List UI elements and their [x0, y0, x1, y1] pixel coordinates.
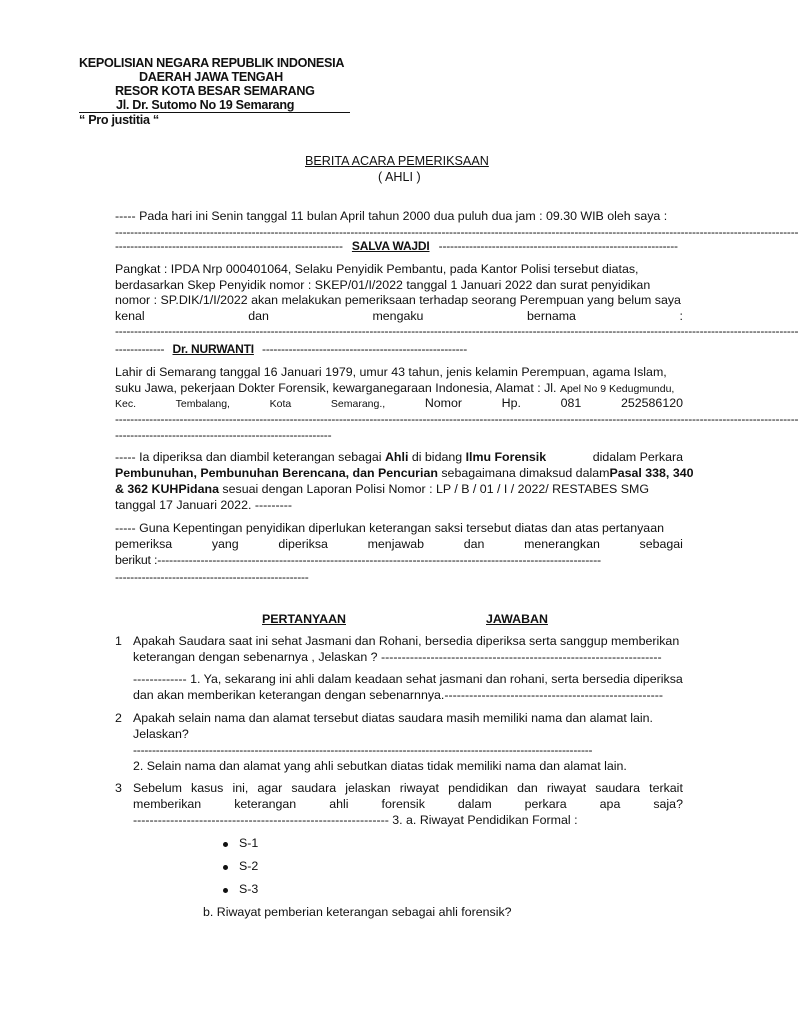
question-1-line-1: Apakah Saudara saat ini sehat Jasmani dan Rohani, bersedia diperiksa serta sanggup memberikan [133, 634, 680, 648]
word: saja? [653, 797, 683, 811]
column-answer-heading: JAWABAN [486, 612, 548, 626]
word: Nomor [424, 396, 463, 410]
word: diperiksa [278, 537, 328, 551]
question-2-line-2: Jelaskan? [133, 727, 189, 741]
guna-line-3: berikut :----------------------------------------------------------------------------------------------------------------- [115, 553, 601, 567]
list-item: S-3 [239, 882, 259, 896]
pangkat-line-2: berdasarkan Skep Penyidik nomor : SKEP/01/I/2022 tanggal 1 Januari 2022 dan surat penyidikan [115, 278, 651, 292]
word: dan [463, 537, 485, 551]
guna-line-2 [115, 537, 683, 551]
header-institution: KEPOLISIAN NEGARA REPUBLIK INDONESIA [79, 56, 345, 70]
investigator-line [115, 239, 678, 253]
word: dalam [457, 797, 492, 811]
pro-justitia: “ Pro justitia “ [79, 113, 159, 127]
case-offences: Pembunuhan, Pembunuhan Berencana, dan Pencurian [115, 466, 438, 480]
word: menerangkan [524, 537, 600, 551]
bullet-icon [223, 842, 228, 847]
text: sesuai dengan Laporan Polisi Nomor : LP / B / 01 / I / 2022/ RESTABES SMG [218, 482, 649, 496]
word: Kota [269, 398, 292, 410]
answer-3-b: b. Riwayat pemberian keterangan sebagai ahli forensik? [203, 905, 512, 919]
word: riwayat [546, 781, 587, 795]
word: : [679, 309, 683, 323]
text: sebagaimana dimaksud dalam [437, 466, 610, 480]
pangkat-line-1: Pangkat : IPDA Nrp 000401064, Selaku Penyidik Pembantu, pada Kantor Polisi tersebut diatas, [115, 262, 639, 276]
word: agar [257, 781, 283, 795]
bullet-icon [223, 888, 228, 893]
word: ahli [329, 797, 349, 811]
question-1-line-2: keterangan dengan sebenarnya , Jelaskan ? -------------------------------------------------------------------- [133, 650, 662, 664]
word: mengaku [372, 309, 424, 323]
investigator-name: SALVA WAJDI [351, 239, 430, 253]
answer-3-line: -------------------------------------------------------------- 3. a. Riwayat Pendidikan Formal : [133, 813, 578, 827]
column-question-heading: PERTANYAAN [262, 612, 346, 626]
question-3-line-1 [133, 781, 683, 795]
case-line-2 [115, 466, 694, 480]
header-region: DAERAH JAWA TENGAH [139, 70, 283, 84]
header-resor: RESOR KOTA BESAR SEMARANG [115, 84, 315, 98]
case-articles-2: & 362 KUHPidana [115, 482, 219, 496]
biodata-line-1: Lahir di Semarang tanggal 16 Januari 1979, umur 43 tahun, jenis kelamin Perempuan, agama Islam, [115, 365, 667, 379]
biodata-address-detail: Apel No 9 Kedugmundu, [559, 383, 675, 395]
word: forensik [381, 797, 425, 811]
word: perkara [524, 797, 567, 811]
answer-1-line-1: ------------- 1. Ya, sekarang ini ahli dalam keadaan sehat jasmani dan rohani, serta bersedia diperiksa [133, 672, 683, 686]
biodata-line-2 [115, 381, 674, 395]
dash-separator: ------------------------------------------------------------------------------------------------------------------------------------------------------------------------------------ [115, 412, 798, 426]
word: dan [517, 781, 538, 795]
document-subtitle: ( AHLI ) [378, 170, 421, 184]
word: jelaskan [345, 781, 391, 795]
case-articles: Pasal 338, 340 [609, 466, 694, 480]
case-line-4: tanggal 17 Januari 2022. --------- [115, 498, 292, 512]
word: keterangan [234, 797, 297, 811]
phone-number: 252586120 [620, 396, 683, 410]
expert-dashes-right: ------------------------------------------------------ [262, 342, 468, 356]
question-number: 1 [115, 634, 122, 648]
intro-line: ----- Pada hari ini Senin tanggal 11 bulan April tahun 2000 dua puluh dua jam : 09.30 WIB oleh saya : [115, 209, 668, 223]
guna-line-1: ----- Guna Kepentingan penyidikan diperlukan keterangan saksi tersebut diatas dan atas pertanyaan [115, 521, 664, 535]
word: memberikan [133, 797, 202, 811]
word: saudara [595, 781, 641, 795]
word: menjawab [367, 537, 425, 551]
question-2-line-1: Apakah selain nama dan alamat tersebut diatas saudara masih memiliki nama dan alamat lain. [133, 711, 654, 725]
word: 081 [560, 396, 582, 410]
dash-short: --------------------------------------------------------- [115, 428, 332, 442]
word: ini, [232, 781, 249, 795]
word: bernama [527, 309, 576, 323]
header-address: Jl. Dr. Sutomo No 19 Semarang [116, 98, 295, 112]
word: kasus [191, 781, 224, 795]
text: didalam Perkara [592, 450, 683, 464]
expert-name: Dr. NURWANTI [172, 342, 254, 356]
word: Sebelum [133, 781, 182, 795]
word: kenal [115, 309, 145, 323]
word: yang [211, 537, 239, 551]
document-title: BERITA ACARA PEMERIKSAAN [305, 154, 489, 168]
word: pemeriksa [115, 537, 173, 551]
header-address-underline [79, 98, 350, 113]
field-forensik: Ilmu Forensik [465, 450, 547, 464]
biodata-line-3 [115, 396, 683, 410]
word: dan [248, 309, 269, 323]
dash-separator: ------------------------------------------------------------------------------------------------------------------------------------------------------------------------------------ [115, 225, 798, 239]
question-3-line-2 [133, 797, 683, 811]
answer-2: 2. Selain nama dan alamat yang ahli sebutkan diatas tidak memiliki nama dan alamat lain. [133, 759, 627, 773]
word: pendidikan [448, 781, 509, 795]
answer-1-line-2: dan akan memberikan keterangan dengan sebenarnnya.----------------------------------------------------- [133, 688, 664, 702]
question-number: 2 [115, 711, 122, 725]
word: Hp. [501, 396, 521, 410]
expert-dashes-left: ------------- [115, 342, 165, 356]
text: ----- Ia diperiksa dan diambil keterangan sebagai [115, 450, 385, 464]
word: sebagai [639, 537, 683, 551]
text: di bidang [408, 450, 466, 464]
dash-separator: ------------------------------------------------------------------------------------------------------------------------- [133, 743, 593, 757]
list-item: S-2 [239, 859, 259, 873]
role-ahli: Ahli [384, 450, 409, 464]
investigator-dashes-left: ------------------------------------------------------------ [115, 239, 343, 253]
biodata-line-2-main: suku Jawa, pekerjaan Dokter Forensik, kewarganegaraan Indonesia, Alamat : Jl. [115, 381, 557, 395]
word: riwayat [399, 781, 439, 795]
word: saudara [291, 781, 337, 795]
word: apa [599, 797, 621, 811]
word: Kec. [115, 398, 137, 410]
word: Semarang., [330, 398, 386, 410]
dash-short: --------------------------------------------------- [115, 570, 309, 584]
list-item: S-1 [239, 836, 259, 850]
expert-line [115, 342, 467, 356]
pangkat-line-3: nomor : SP.DIK/1/I/2022 akan melakukan pemeriksaan terhadap seorang Perempuan yang belum saya [115, 293, 681, 307]
dash-separator: ------------------------------------------------------------------------------------------------------------------------------------------------------------------------------------ [115, 324, 798, 338]
word: Tembalang, [175, 398, 230, 410]
question-number: 3 [115, 781, 122, 795]
bullet-icon [223, 865, 228, 870]
pangkat-line-4 [115, 309, 683, 323]
word: terkait [649, 781, 683, 795]
case-line-1 [115, 450, 683, 464]
case-line-3 [115, 482, 649, 496]
investigator-dashes-right: --------------------------------------------------------------- [438, 239, 678, 253]
